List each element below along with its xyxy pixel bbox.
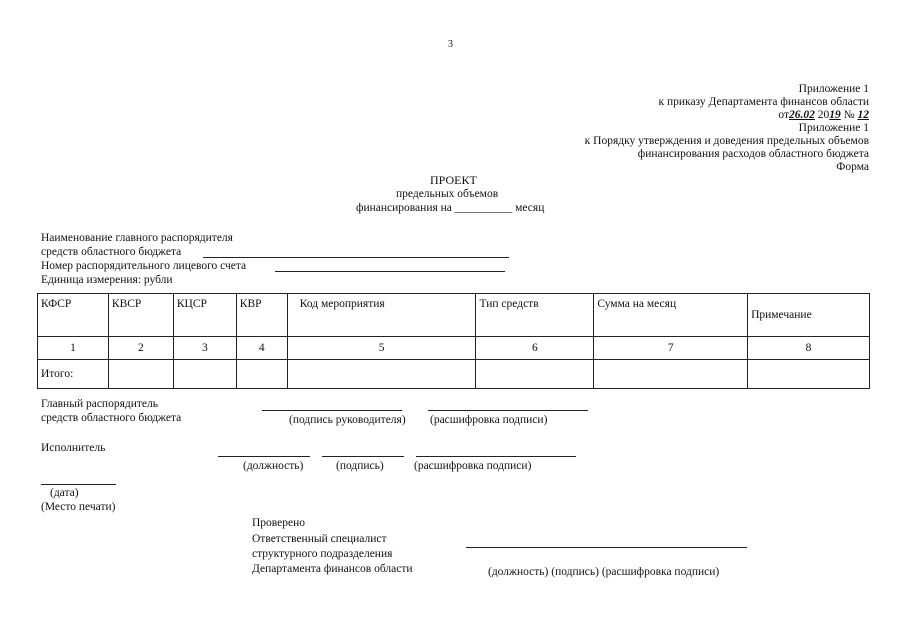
- table-header-cell: Примечание: [748, 294, 870, 337]
- table-empty-cell: [476, 360, 594, 389]
- table-header-cell: КЦСР: [173, 294, 236, 337]
- table-header-cell: КВР: [236, 294, 287, 337]
- table-total-label: Итого:: [38, 360, 109, 389]
- executor-label: Исполнитель: [41, 442, 106, 454]
- verifier-label-1: Ответственный специалист: [252, 533, 387, 545]
- field-unit-label: Единица измерения: рубли: [41, 274, 173, 286]
- date-caption: (дата): [50, 487, 79, 499]
- table-empty-cell: [236, 360, 287, 389]
- table-header-cell: КВСР: [108, 294, 173, 337]
- date-prefix: от: [778, 109, 790, 121]
- table-header-cell: Тип средств: [476, 294, 594, 337]
- exec-decode-line: [416, 456, 576, 457]
- exec-sign-line: [322, 456, 404, 457]
- table-header-cell: Код мероприятия: [287, 294, 476, 337]
- header-form-label: Форма: [836, 161, 869, 173]
- exec-decode-caption: (расшифровка подписи): [414, 460, 532, 472]
- chief-sign-caption: (подпись руководителя): [289, 414, 406, 426]
- table-empty-cell: [748, 360, 870, 389]
- stamp-caption: (Место печати): [41, 501, 116, 513]
- table-number-cell: 2: [108, 337, 173, 360]
- table-number-cell: 7: [594, 337, 748, 360]
- verified-label: Проверено: [252, 517, 306, 529]
- handwritten-number: 12: [857, 109, 869, 121]
- header-date-line: [778, 109, 869, 122]
- verifier-fill-line: [466, 547, 747, 548]
- chief-decode-line: [428, 410, 588, 411]
- table-empty-cell: [287, 360, 476, 389]
- table-header-row: [38, 294, 870, 337]
- header-order-line: к приказу Департамента финансов области: [658, 96, 869, 108]
- table-number-cell: 4: [236, 337, 287, 360]
- chief-label-2: средств областного бюджета: [41, 412, 182, 424]
- table-number-row: [38, 337, 870, 360]
- verifier-label-2: структурного подразделения: [252, 548, 393, 560]
- verifier-captions: (должность) (подпись) (расшифровка подписи): [488, 566, 720, 578]
- financing-table: [37, 293, 870, 389]
- chief-label-1: Главный распорядитель: [41, 398, 158, 410]
- table-number-cell: 3: [173, 337, 236, 360]
- page-number: 3: [448, 39, 453, 50]
- name-fill-line: [203, 257, 509, 258]
- field-account-label: Номер распорядительного лицевого счета: [41, 260, 247, 272]
- table-empty-cell: [173, 360, 236, 389]
- field-name-label-2: средств областного бюджета: [41, 246, 182, 258]
- exec-sign-caption: (подпись): [336, 460, 384, 472]
- header-procedure-line: к Порядку утверждения и доведения предельных объемов: [584, 135, 869, 147]
- handwritten-year: 19: [829, 109, 841, 121]
- exec-position-line: [218, 456, 310, 457]
- title-subline: предельных объемов: [396, 188, 499, 200]
- table-empty-cell: [594, 360, 748, 389]
- exec-position-caption: (должность): [243, 460, 304, 472]
- account-fill-line: [275, 271, 505, 272]
- title-month-line: финансирования на __________ месяц: [356, 202, 545, 214]
- number-prefix: №: [843, 109, 855, 121]
- header-financing-line: финансирования расходов областного бюджета: [637, 148, 869, 160]
- field-name-label-1: Наименование главного распорядителя: [41, 232, 233, 244]
- verifier-label-3: Департамента финансов области: [252, 563, 413, 575]
- header-appendix-line-2: Приложение 1: [798, 122, 869, 134]
- chief-decode-caption: (расшифровка подписи): [430, 414, 548, 426]
- header-appendix-line: Приложение 1: [798, 83, 869, 95]
- table-header-cell: Сумма на месяц: [594, 294, 748, 337]
- table-total-row: [38, 360, 870, 389]
- table-number-cell: 6: [476, 337, 594, 360]
- table-empty-cell: [108, 360, 173, 389]
- year-prefix: 20: [817, 109, 830, 121]
- table-number-cell: 1: [38, 337, 109, 360]
- chief-sign-line: [262, 410, 402, 411]
- handwritten-date: 26.02: [789, 109, 815, 121]
- table-number-cell: 5: [287, 337, 476, 360]
- table-header-cell: КФСР: [38, 294, 109, 337]
- date-fill-line: [41, 484, 116, 485]
- table-number-cell: 8: [748, 337, 870, 360]
- document-title: ПРОЕКТ: [430, 173, 477, 187]
